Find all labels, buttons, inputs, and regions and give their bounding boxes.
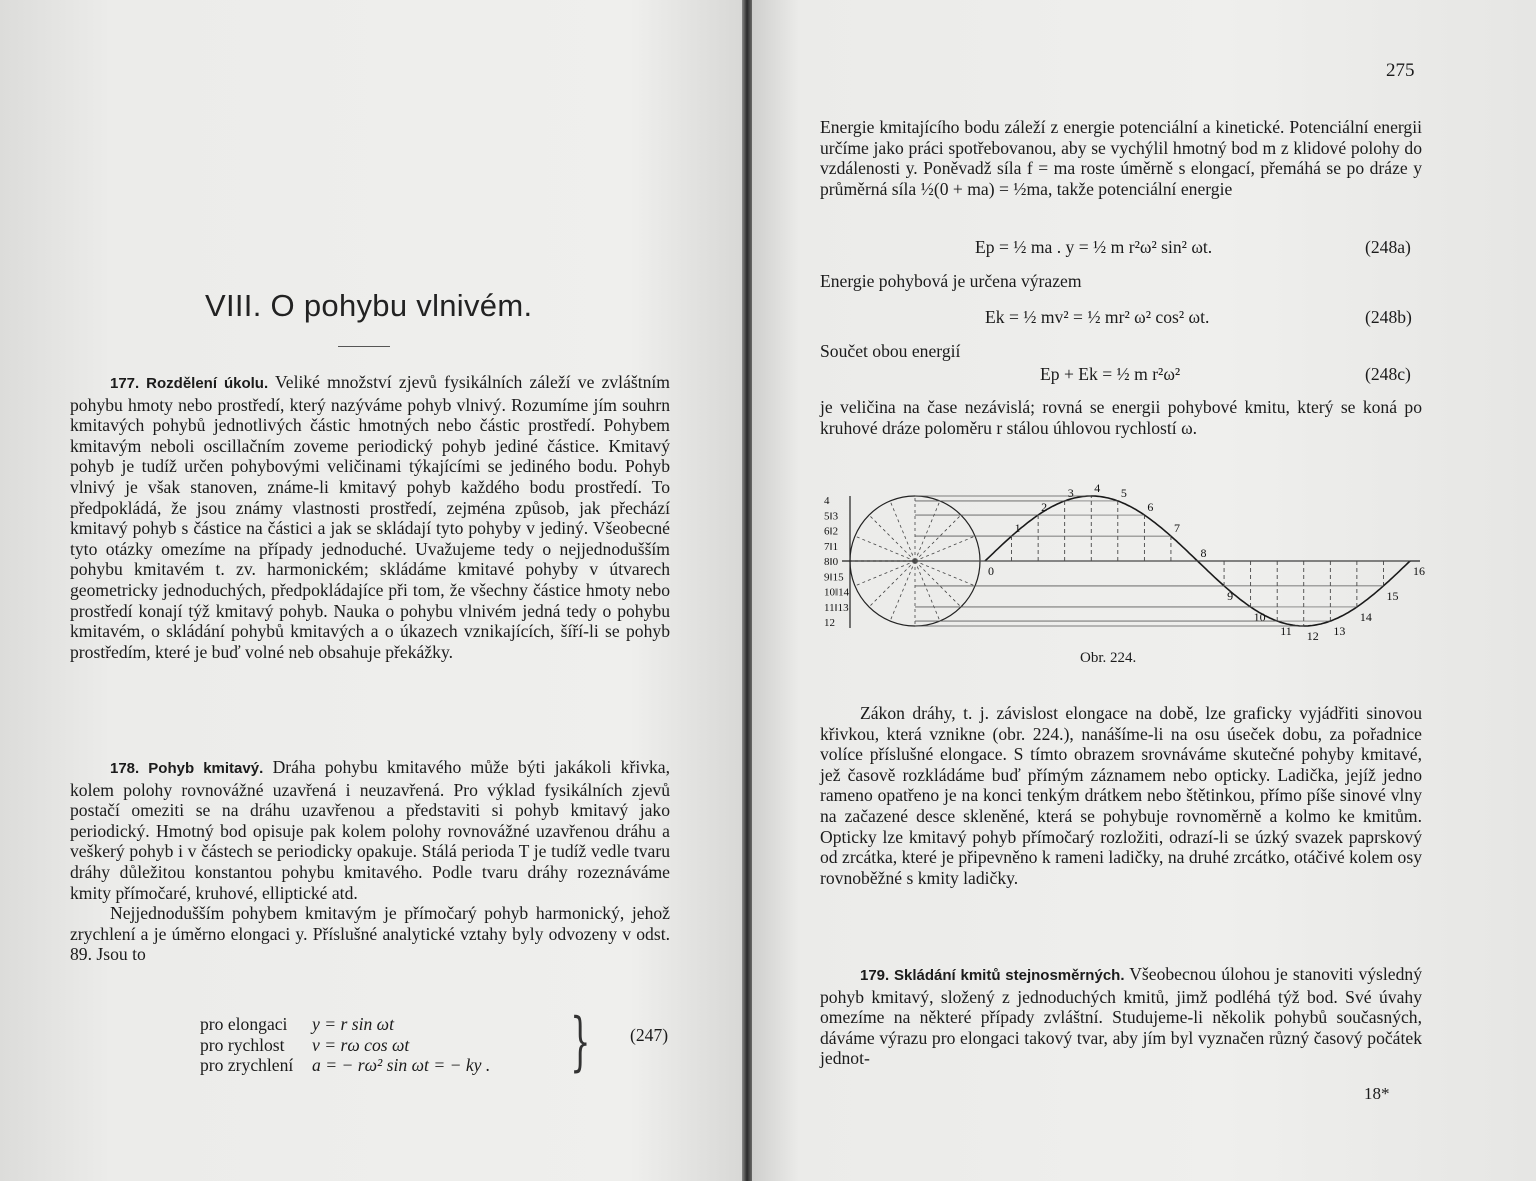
- section-178-body2: Nejjednodušším pohybem kmitavým je přímočarý pohyb harmonický, jehož zrychlení a je úměrno elongaci y. Příslušné analytické vztahy byly odvozeny v odst. 89. Jsou to: [70, 903, 670, 965]
- axis-point-label: 5‖3: [824, 510, 839, 523]
- section-179: [820, 964, 1422, 1069]
- axis-point-label: 12: [824, 617, 835, 629]
- left-page: [0, 0, 742, 1181]
- paragraph-sine-curve-text: Zákon dráhy, t. j. závislost elongace na době, lze graficky vyjádřiti sinovou křivkou, která vznikne (obr. 224.), nanášíme-li na osu úseček dobu, za pořadnice volíce příslušné elongace. S tímto obrazem srovnáváme skutečné pohyby kmitavé, jež časově rozkládáme buď přímým záznamem nebo opticky. Ladička, jejíž jedno rameno opatřeno je na konci tenkým drátkem nebo štětinkou, přímo píše sinové vlny na začazené desce skleněné, která se pohybuje rovnoměrně a kolmo ke kmitům. Opticky lze kmitavý pohyb přímočarý rozložiti, odrazí-li se úzký svazek paprskový od zrcátka, které je připevněno k rameni ladičky, na druhé zrcátko, otáčivé kolem osy rovnoběžné s kmity ladičky.: [820, 703, 1422, 888]
- circle-radius: [915, 561, 975, 586]
- circle-radius: [915, 536, 975, 561]
- curve-point-label: 1: [1014, 521, 1021, 536]
- circle-radius: [855, 561, 915, 586]
- equation-formula: y = r sin ωt: [312, 1014, 394, 1034]
- curve-point-label: 13: [1333, 624, 1346, 639]
- book-gutter: [742, 0, 752, 1181]
- curve-point-label: 4: [1094, 481, 1101, 495]
- equation-number-248c: (248c): [1365, 364, 1411, 384]
- axis-point-label: 11‖13: [824, 601, 849, 614]
- curve-point-label: 0: [988, 564, 994, 578]
- section-177-heading: 177. Rozdělení úkolu.: [110, 375, 269, 392]
- curve-point-label: 11: [1280, 624, 1292, 639]
- equation-label: pro rychlost: [200, 1034, 285, 1055]
- paragraph-energy-constant-text: je veličina na čase nezávislá; rovná se energii pohybové kmitu, který se koná po kruhové dráze poloměru r stálou úhlovou rychlostí ω.: [820, 397, 1422, 438]
- axis-point-label: 6‖2: [824, 525, 839, 538]
- equation-label: pro elongaci: [200, 1014, 288, 1034]
- curve-point-label: 7: [1173, 521, 1180, 536]
- curve-point-label: 10: [1253, 609, 1266, 624]
- circle-radius: [890, 561, 915, 621]
- circle-radius: [869, 515, 915, 561]
- equation-248b: Ek = ½ mv² = ½ mr² ω² cos² ωt.: [985, 307, 1210, 327]
- chapter-title: VIII. O pohybu vlnivém.: [205, 288, 533, 323]
- equation-row: [200, 1035, 490, 1056]
- circle-radius: [890, 501, 915, 561]
- equation-row: [200, 1014, 490, 1035]
- paragraph-energy-constant: [820, 397, 1422, 438]
- equation-248a: Ep = ½ ma . y = ½ m r²ω² sin² ωt.: [975, 237, 1213, 257]
- page-number: 275: [1386, 60, 1415, 81]
- section-179-heading: 179. Skládání kmitů stejnosměrných.: [860, 967, 1125, 984]
- section-178: [70, 757, 670, 965]
- axis-point-label: 9‖15: [824, 571, 844, 584]
- equation-label: pro zrychlení: [200, 1055, 294, 1076]
- sine-wave-figure: [820, 478, 1432, 653]
- circle-radius: [869, 561, 915, 607]
- figure-caption: Obr. 224.: [1080, 650, 1137, 666]
- paragraph-sine-curve: [820, 703, 1422, 888]
- paragraph-energy-text: Energie kmitajícího bodu záleží z energie potenciální a kinetické. Potenciální energii určíme jako práci spotřebovanou, aby se vychýlil hmotný bod m z klidové polohy do vzdálenosti y. Poněvadž síla f = ma roste úměrně s elongací, přemáhá se po dráze y průměrná síla ½(0 + ma) = ½ma, takže potenciální energie: [820, 117, 1422, 199]
- curve-point-label: 6: [1147, 500, 1154, 515]
- axis-point-label: 8‖0: [824, 556, 839, 568]
- equation-number-247: (247): [630, 1025, 669, 1045]
- curve-point-label: 15: [1386, 588, 1399, 603]
- equations-247: [200, 1014, 490, 1076]
- kinetic-energy-label: Energie pohybová je určena výrazem: [820, 271, 1082, 291]
- energy-sum-label: Součet obou energií: [820, 341, 961, 361]
- equation-formula: v = rω cos ωt: [312, 1034, 410, 1055]
- equation-number-248a: (248a): [1365, 237, 1411, 257]
- paragraph-energy: [820, 117, 1422, 199]
- curve-point-label: 12: [1306, 629, 1319, 643]
- axis-point-label: 7‖1: [824, 540, 839, 553]
- circle-radius: [855, 536, 915, 561]
- section-178-heading: 178. Pohyb kmitavý.: [110, 760, 264, 777]
- equation-number-248b: (248b): [1365, 307, 1412, 327]
- circle-radius: [915, 501, 940, 561]
- equation-formula: a = − rω² sin ωt = − ky .: [312, 1055, 491, 1076]
- section-177: [70, 372, 670, 662]
- axis-point-label: 10‖14: [824, 586, 850, 599]
- circle-radius: [915, 561, 940, 621]
- curve-point-label: 5: [1120, 485, 1127, 500]
- curve-point-label: 8: [1200, 546, 1207, 560]
- circle-radius: [915, 561, 961, 607]
- signature-mark: 18*: [1364, 1084, 1390, 1103]
- circle-radius: [915, 515, 961, 561]
- title-rule: [338, 346, 390, 347]
- axis-point-label: 4: [824, 495, 830, 507]
- equation-248c: Ep + Ek = ½ m r²ω²: [1040, 364, 1181, 384]
- curve-point-label: 14: [1359, 609, 1372, 624]
- curve-point-label: 16: [1413, 564, 1425, 578]
- equation-row: [200, 1055, 490, 1076]
- section-178-body: Dráha pohybu kmitavého může býti jakákoli křivka, kolem polohy rovnovážné uzavřená i neuzavřená. Pro výklad fysikálních zjevů postačí omeziti se na dráhu uzavřenou a představiti si pohyb kmitavý jako periodický. Hmotný bod opisuje pak kolem polohy rovnovážné uzavřenou dráhu a veškerý pohyb i v částech se periodicky opakuje. Stálá perioda T je tudíž vedle tvaru dráhy důležitou konstantou pohybu kmitavého. Podle tvaru dráhy rozeznáváme kmity přímočaré, kruhové, elliptické atd.: [70, 757, 671, 903]
- curve-point-label: 2: [1041, 500, 1048, 515]
- section-179-body: Všeobecnou úlohou je stanoviti výsledný pohyb kmitavý, složený z jednoduchých kmitů, jimž podléhá týž bod. Své úvahy omezíme na některé případy zvláštní. Studujeme-li několik pohybů současných, dáváme výrazu pro elongaci takový tvar, aby jím byl vyznačen různý časový počátek jednot-: [820, 964, 1422, 1069]
- curve-point-label: 3: [1067, 485, 1074, 500]
- curve-point-label: 9: [1227, 588, 1234, 603]
- equation-brace: }: [570, 1005, 591, 1079]
- section-177-body: Veliké množství zjevů fysikálních záleží ve zvláštním pohybu hmoty nebo prostředí, který nazýváme pohyb vlnivý. Rozumíme jím souhrn kmitavých pohybů jednotlivých částic hmotných nebo částic prostředí. Pohybem kmitavým neboli oscillačním zoveme periodický pohyb jediné částice. Kmitavý pohyb je tudíž určen pohybovými veličinami týkajícími se jediného bodu. Pohyb vlnivý je však stanoven, známe-li kmitavý pohyb každého bodu prostředí. To předpokládá, že jsou známy vlastnosti prostředí, zejména způsob, jak přechází kmitavý pohyb s částice na částici a jak se skládají tyto pohyby v jediný. Všeobecné tyto otázky omezíme na případy jednoduché. Uvažujeme tedy o nejjednodušším pohybu kmitavém t. zv. harmonickém; skládáme kmitavé pohyby v útvarech geometricky jednoduchých, předpokládajíce při tom, že všechny částice hmoty nebo prostředí konají týž kmitavý pohyb. Nauka o pohybu vlnivém jedná tedy o pohybu kmitavém, o skládání pohybů kmitavých a o úkazech vznikajících, šíří-li se pohyb prostředím, které je buď volné neb obsahuje překážky.: [70, 372, 670, 662]
